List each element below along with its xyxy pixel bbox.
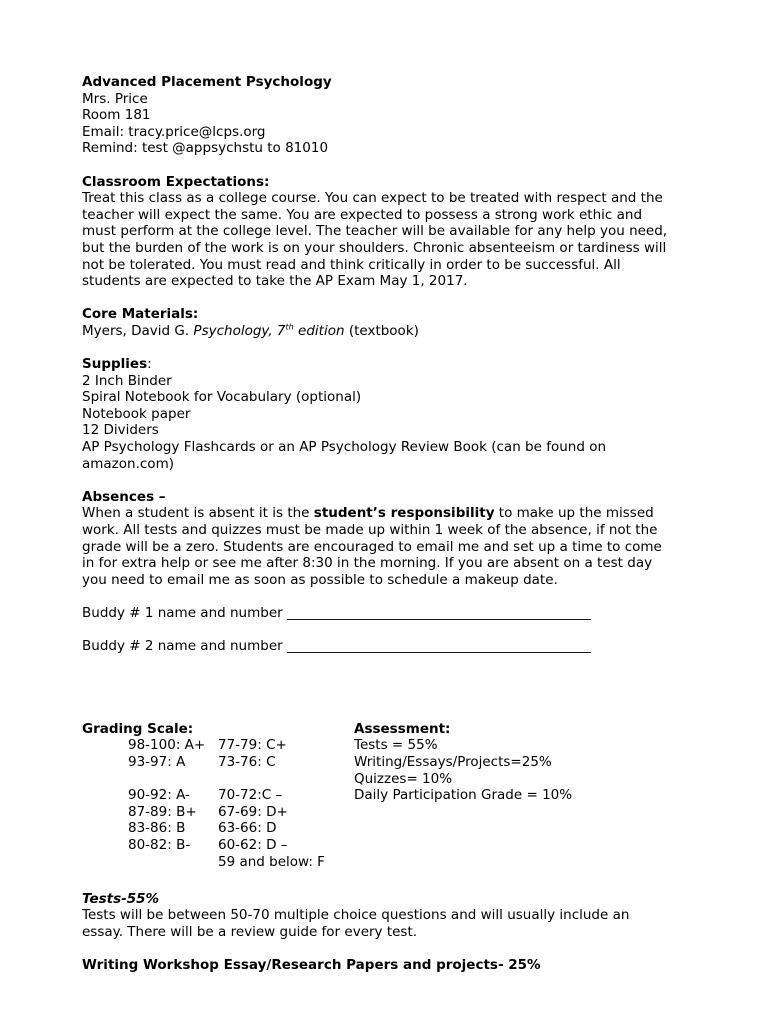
teacher-email[interactable]: Email: tracy.price@lcps.org [82,123,266,140]
grading-assessment-section [82,721,692,871]
grade-row: 98-100: A+ 77-79: C+ [128,737,287,754]
assessment-item: Daily Participation Grade = 10% [354,787,573,804]
textbook-edition-sup: th [285,322,294,332]
grade-row: 90-92: A- 70-72:C – [128,787,283,804]
supplies-list [82,373,692,473]
room-number: Room 181 [82,107,151,124]
absences-text [82,505,692,588]
absences-line: When a student is absent it is the student’s responsibility to make up the missed [82,505,654,522]
supply-item: amazon.com) [82,455,174,472]
buddy-1-blank[interactable]: Buddy # 1 name and number _____________________________________________ [82,605,591,621]
materials-heading: Core Materials: [82,306,199,323]
remind-code: Remind: test @appsychstu to 81010 [82,140,329,157]
textbook-type: (textbook) [344,322,419,339]
grade-row: 87-89: B+ 67-69: D+ [128,803,288,820]
textbook-title: Psychology, 7 [193,322,286,339]
tests-line: essay. There will be a review guide for every test. [82,923,418,940]
grading-heading: Grading Scale: [82,720,194,737]
assessment-heading: Assessment: [354,720,451,737]
expectations-heading: Classroom Expectations: [82,173,270,190]
grading-scale [82,721,342,870]
textbook-author: Myers, David G. [82,322,194,339]
assessment-item: Tests = 55% [354,737,438,754]
grade-row: 80-82: B- 60-62: D – [128,836,288,853]
absences-line: in for extra help or see me after 8:30 in the morning. If you are absent on a test day [82,555,653,572]
textbook-edition: edition [293,322,345,339]
supply-item: Notebook paper [82,405,191,422]
supplies-heading: Supplies: [82,356,152,373]
student-responsibility-emphasis: student’s responsibility [313,505,495,522]
supply-item: 2 Inch Binder [82,372,172,389]
absences-line: work. All tests and quizzes must be made up within 1 week of the absence, if not the [82,522,658,539]
course-title: Advanced Placement Psychology [82,74,332,90]
expectations-line: teacher will expect the same. You are expected to possess a strong work ethic and [82,206,643,223]
expectations-line: students are expected to take the AP Exam May 1, 2017. [82,273,468,290]
assessment [354,721,684,804]
expectations-line: not be tolerated. You must read and think critically in order to be successful. All [82,256,621,273]
absences-line: grade will be a zero. Students are encouraged to email me and set up a time to come [82,538,662,555]
buddy-2-blank[interactable]: Buddy # 2 name and number _____________________________________________ [82,638,591,655]
assessment-item: Writing/Essays/Projects=25% [354,753,552,770]
assessment-item: Quizzes= 10% [354,770,453,787]
supply-item: Spiral Notebook for Vocabulary (optional) [82,389,362,406]
grade-row: 59 and below: F [218,853,325,870]
expectations-line: but the burden of the work is on your shoulders. Chronic absenteeism or tardiness will [82,239,667,256]
grade-row: 83-86: B 63-66: D [128,820,277,837]
expectations-text [82,190,692,290]
supply-item: AP Psychology Flashcards or an AP Psychology Review Book (can be found on [82,439,607,456]
absences-line: you need to email me as soon as possible to schedule a makeup date. [82,571,558,588]
supply-item: 12 Dividers [82,422,159,439]
teacher-name: Mrs. Price [82,90,148,107]
writing-heading: Writing Workshop Essay/Research Papers and projects- 25% [82,957,541,974]
syllabus-page [82,74,692,974]
textbook-citation [82,323,692,340]
expectations-line: must perform at the college level. The teacher will be available for any help you need, [82,223,668,240]
absences-heading: Absences – [82,488,166,505]
tests-heading: Tests-55% [82,890,160,907]
tests-line: Tests will be between 50-70 multiple choice questions and will usually include an [82,907,630,924]
grade-row: 93-97: A 73-76: C [128,753,276,770]
expectations-line: Treat this class as a college course. You can expect to be treated with respect and the [82,190,663,207]
